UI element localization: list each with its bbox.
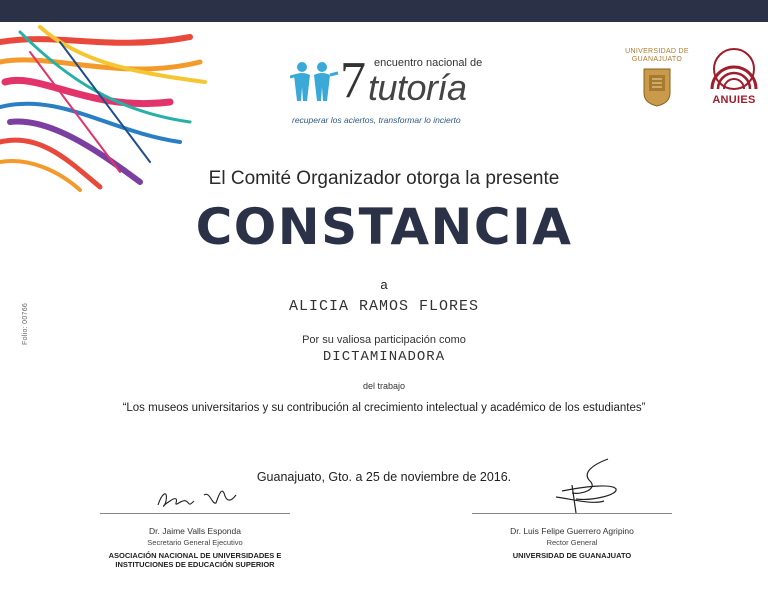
participant-role: DICTAMINADORA: [322, 349, 446, 365]
signer-title-left: Secretario General Ejecutivo: [147, 538, 243, 547]
signer-institution-left-line2: INSTITUCIONES DE EDUCACIÓN SUPERIOR: [115, 560, 275, 569]
signer-name-right: Dr. Luis Felipe Guerrero Agripino: [510, 526, 634, 536]
signature-line-left: [100, 513, 290, 514]
decorative-splash: [0, 22, 210, 192]
place-date: Guanajuato, Gto. a 25 de noviembre de 2016.: [256, 470, 512, 484]
signature-line-right: [472, 513, 672, 514]
participation-text: Por su valiosa participación como: [302, 334, 466, 346]
recipient-name: ALICIA RAMOS FLORES: [288, 298, 480, 315]
event-number: 7: [340, 52, 366, 109]
event-name: tutoría: [368, 67, 467, 108]
ugto-logo: [612, 48, 702, 118]
signature-right: [512, 455, 632, 513]
signer-institution-right: UNIVERSIDAD DE GUANAJUATO: [512, 551, 632, 560]
ugto-shield-icon: [642, 67, 672, 107]
signature-left: [140, 483, 250, 513]
signature-block-left: [85, 483, 305, 569]
ugto-logo-line1: UNIVERSIDAD DE: [625, 48, 689, 55]
anuies-circles-icon: [709, 47, 759, 91]
work-title: “Los museos universitarios y su contribución al crecimiento intelectual y académico de los estudiantes”: [122, 402, 646, 414]
preposition-a: a: [380, 277, 388, 292]
event-subtitle: encuentro nacional de: [374, 57, 483, 69]
event-slogan: recuperar los aciertos, transformar lo incierto: [292, 115, 461, 125]
certificate-title: CONSTANCIA: [195, 198, 573, 256]
anuies-logo: [706, 47, 762, 112]
anuies-logo-text: ANUIES: [712, 94, 756, 106]
signer-name-left: Dr. Jaime Valls Esponda: [149, 526, 241, 536]
work-label: del trabajo: [362, 381, 406, 391]
folio-number: Folio: 00766: [22, 302, 29, 345]
top-bar: [0, 0, 768, 22]
ugto-logo-line2: GUANAJUATO: [631, 56, 683, 63]
intro-text: El Comité Organizador otorga la presente: [208, 168, 560, 189]
signature-block-right: [462, 455, 682, 560]
event-logo: [290, 52, 510, 130]
signer-title-right: Rector General: [546, 538, 598, 547]
signer-institution-left-line1: ASOCIACIÓN NACIONAL DE UNIVERSIDADES E: [108, 551, 282, 560]
